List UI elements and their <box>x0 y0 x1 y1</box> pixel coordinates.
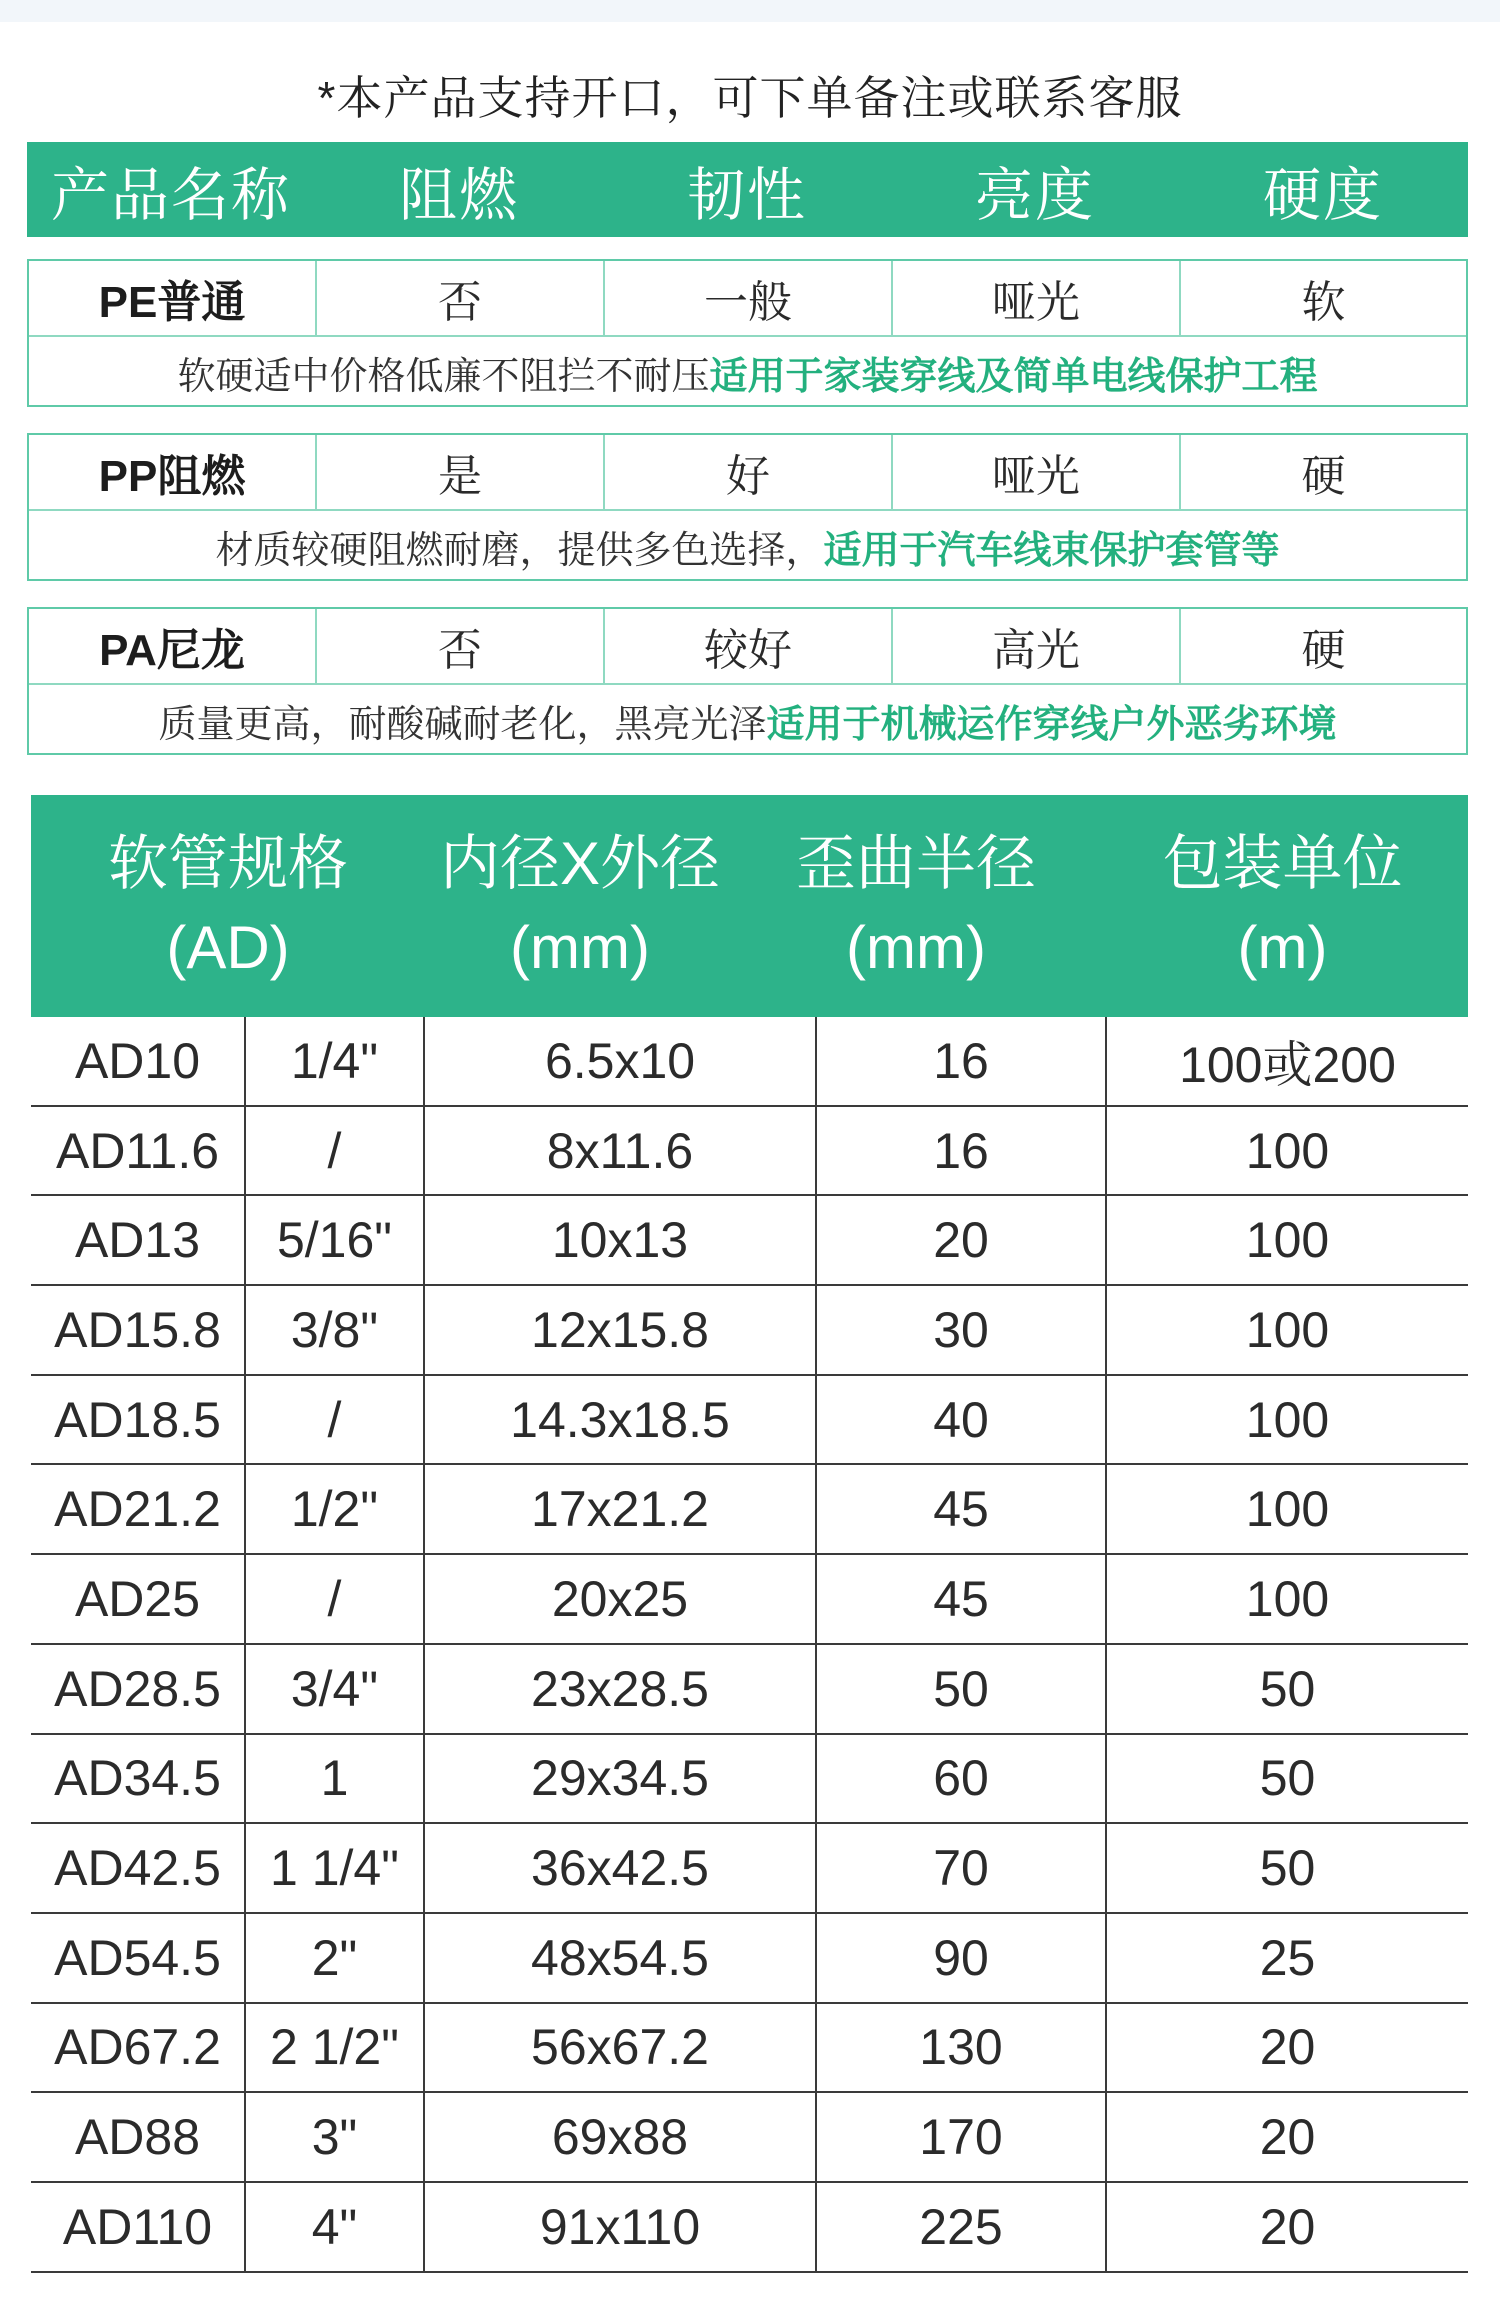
usage-highlight: 适用于机械运作穿线户外恶劣环境 <box>766 703 1337 746</box>
spec-model-cell: AD21.2 <box>31 1465 246 1553</box>
header-flame-retardant: 阻燃 <box>398 162 519 228</box>
spec-diameter-cell: 36x42.5 <box>425 1824 817 1912</box>
spec-package-cell: 50 <box>1259 1660 1316 1717</box>
header-line: 包装单位 <box>1162 830 1403 897</box>
description-text: 软硬适中价格低廉不阻拦不耐压 <box>177 355 710 398</box>
header-bend-radius <box>735 795 1097 1017</box>
spec-diameter-cell: 8x11.6 <box>425 1107 817 1195</box>
spec-radius-cell: 60 <box>817 1735 1107 1823</box>
spec-radius-cell: 45 <box>817 1465 1107 1553</box>
product-description <box>29 685 1466 755</box>
flame-retardant-value: 是 <box>317 435 605 509</box>
spec-diameter-cell: 17x21.2 <box>425 1465 817 1553</box>
spec-inch-cell: 1 1/4" <box>246 1824 425 1912</box>
spec-model-cell: AD13 <box>31 1196 246 1284</box>
product-description <box>29 337 1466 407</box>
product-attributes-row <box>29 609 1466 685</box>
table-row <box>31 1465 1468 1555</box>
spec-model-cell: AD54.5 <box>31 1914 246 2002</box>
spec-radius-cell: 225 <box>817 2183 1107 2271</box>
spec-inch-cell: / <box>246 1107 425 1195</box>
table-row <box>31 2183 1468 2273</box>
spec-radius-cell: 50 <box>817 1645 1107 1733</box>
spec-diameter-cell: 10x13 <box>425 1196 817 1284</box>
spec-diameter-cell: 23x28.5 <box>425 1645 817 1733</box>
product-card-pp <box>27 433 1468 581</box>
gloss-value: 高光 <box>893 609 1181 683</box>
spec-model-cell: AD88 <box>31 2093 246 2181</box>
spec-inch-cell: 3/4" <box>246 1645 425 1733</box>
description-text: 材质较硬阻燃耐磨，提供多色选择， <box>215 529 824 572</box>
header-inner-outer-diameter <box>425 795 735 1017</box>
spec-radius-cell: 70 <box>817 1824 1107 1912</box>
spec-table <box>31 1017 1468 2273</box>
spec-package-cell: 50 <box>1259 1840 1316 1897</box>
spec-diameter-cell: 56x67.2 <box>425 2004 817 2092</box>
spec-inch-cell: 1 <box>246 1735 425 1823</box>
spec-inch-cell: 2 1/2" <box>246 2004 425 2092</box>
product-description <box>29 511 1466 581</box>
spec-diameter-cell: 12x15.8 <box>425 1286 817 1374</box>
spec-model-cell: AD25 <box>31 1555 246 1643</box>
spec-inch-cell: 3" <box>246 2093 425 2181</box>
spec-diameter-cell: 14.3x18.5 <box>425 1376 817 1464</box>
header-unit: (AD) <box>166 914 290 981</box>
spec-package-cell: 100 <box>1245 1570 1330 1627</box>
table-row <box>31 1017 1468 1107</box>
spec-package-cell: 20 <box>1259 2109 1316 2166</box>
spec-diameter-cell: 20x25 <box>425 1555 817 1643</box>
product-name: PE普通 <box>29 261 317 335</box>
toughness-value: 一般 <box>605 261 893 335</box>
spec-model-cell: AD18.5 <box>31 1376 246 1464</box>
table-row <box>31 1555 1468 1645</box>
spec-radius-cell: 40 <box>817 1376 1107 1464</box>
spec-inch-cell: / <box>246 1376 425 1464</box>
usage-highlight: 适用于汽车线束保护套管等 <box>823 529 1280 572</box>
spec-package-cell: 100 <box>1245 1122 1330 1179</box>
hardness-value: 硬 <box>1301 626 1346 675</box>
spec-radius-cell: 16 <box>817 1017 1107 1105</box>
flame-retardant-value: 否 <box>317 609 605 683</box>
spec-inch-cell: 2" <box>246 1914 425 2002</box>
header-product-name: 产品名称 <box>50 162 291 228</box>
spec-package-cell: 50 <box>1259 1750 1316 1807</box>
spec-inch-cell: 4" <box>246 2183 425 2271</box>
top-band <box>0 0 1500 22</box>
spec-package-cell: 100 <box>1245 1391 1330 1448</box>
table-row <box>31 2093 1468 2183</box>
header-unit: (mm) <box>510 914 650 981</box>
spec-package-cell: 100 <box>1245 1212 1330 1269</box>
header-line: 歪曲半径 <box>796 830 1036 897</box>
table-row <box>31 1914 1468 2004</box>
product-name: PA尼龙 <box>29 609 317 683</box>
table-row <box>31 1735 1468 1825</box>
spec-model-cell: AD42.5 <box>31 1824 246 1912</box>
spec-model-cell: AD110 <box>31 2183 246 2271</box>
table-row <box>31 1196 1468 1286</box>
spec-package-cell: 25 <box>1259 1929 1316 1986</box>
description-text: 质量更高，耐酸碱耐老化，黑亮光泽 <box>158 703 767 746</box>
spec-inch-cell: 5/16" <box>246 1196 425 1284</box>
spec-diameter-cell: 29x34.5 <box>425 1735 817 1823</box>
gloss-value: 哑光 <box>893 261 1181 335</box>
product-card-pa <box>27 607 1468 755</box>
spec-package-cell: 100或200 <box>1179 1036 1396 1093</box>
spec-model-cell: AD34.5 <box>31 1735 246 1823</box>
product-card-pe <box>27 259 1468 407</box>
product-attributes-row <box>29 435 1466 511</box>
custom-opening-notice: *本产品支持开口，可下单备注或联系客服 <box>317 72 1183 124</box>
spec-model-cell: AD10 <box>31 1017 246 1105</box>
spec-package-cell: 100 <box>1245 1481 1330 1538</box>
hardness-value: 硬 <box>1301 452 1346 501</box>
header-gloss: 亮度 <box>974 162 1095 228</box>
spec-inch-cell: 1/4" <box>246 1017 425 1105</box>
spec-inch-cell: 1/2" <box>246 1465 425 1553</box>
spec-radius-cell: 90 <box>817 1914 1107 2002</box>
hardness-value: 软 <box>1301 278 1346 327</box>
comparison-header <box>27 142 1468 237</box>
spec-radius-cell: 45 <box>817 1555 1107 1643</box>
product-name: PP阻燃 <box>29 435 317 509</box>
table-row <box>31 1376 1468 1466</box>
spec-table-header <box>31 795 1468 1017</box>
spec-model-cell: AD15.8 <box>31 1286 246 1374</box>
product-attributes-row <box>29 261 1466 337</box>
spec-radius-cell: 170 <box>817 2093 1107 2181</box>
header-toughness: 韧性 <box>686 162 807 228</box>
spec-model-cell: AD11.6 <box>31 1107 246 1195</box>
spec-diameter-cell: 48x54.5 <box>425 1914 817 2002</box>
spec-package-cell: 20 <box>1259 2198 1316 2255</box>
spec-diameter-cell: 69x88 <box>425 2093 817 2181</box>
header-unit: (mm) <box>846 914 986 981</box>
header-line: 软管规格 <box>108 830 348 897</box>
spec-radius-cell: 30 <box>817 1286 1107 1374</box>
header-unit: (m) <box>1237 914 1328 981</box>
spec-diameter-cell: 91x110 <box>425 2183 817 2271</box>
spec-package-cell: 100 <box>1245 1301 1330 1358</box>
table-row <box>31 1824 1468 1914</box>
toughness-value: 较好 <box>605 609 893 683</box>
flame-retardant-value: 否 <box>317 261 605 335</box>
spec-diameter-cell: 6.5x10 <box>425 1017 817 1105</box>
spec-model-cell: AD67.2 <box>31 2004 246 2092</box>
spec-radius-cell: 130 <box>817 2004 1107 2092</box>
header-hardness: 硬度 <box>1262 162 1383 228</box>
spec-package-cell: 20 <box>1259 2019 1316 2076</box>
table-row <box>31 2004 1468 2094</box>
spec-inch-cell: 3/8" <box>246 1286 425 1374</box>
header-hose-spec <box>31 795 425 1017</box>
spec-inch-cell: / <box>246 1555 425 1643</box>
usage-highlight: 适用于家装穿线及简单电线保护工程 <box>709 355 1318 398</box>
table-row <box>31 1286 1468 1376</box>
spec-radius-cell: 20 <box>817 1196 1107 1284</box>
spec-radius-cell: 16 <box>817 1107 1107 1195</box>
table-row <box>31 1107 1468 1197</box>
header-line: 内径X外径 <box>439 830 721 897</box>
toughness-value: 好 <box>605 435 893 509</box>
gloss-value: 哑光 <box>893 435 1181 509</box>
header-package-unit <box>1097 795 1468 1017</box>
table-row <box>31 1645 1468 1735</box>
spec-model-cell: AD28.5 <box>31 1645 246 1733</box>
